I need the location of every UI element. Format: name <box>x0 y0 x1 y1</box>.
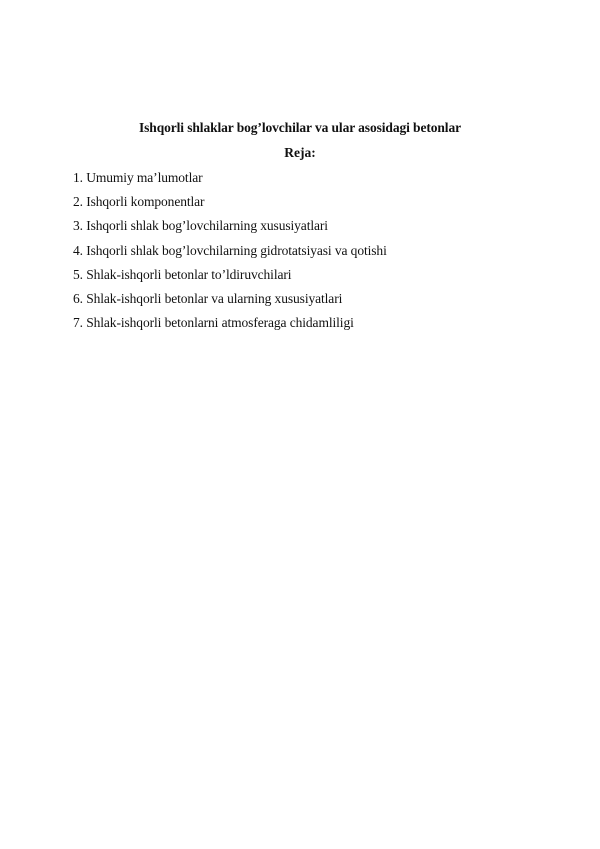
plan-heading: Reja: <box>284 145 316 160</box>
plan-item: 2. Ishqorli komponentlar <box>73 194 205 210</box>
plan-item: 5. Shlak-ishqorli betonlar to’ldiruvchilari <box>73 266 292 282</box>
document-title: Ishqorli shlaklar bog’lovchilar va ular asosidagi betonlar <box>138 120 461 135</box>
plan-item: 4. Ishqorli shlak bog’lovchilarning gidrotatsiyasi va qotishi <box>73 242 387 258</box>
plan-list <box>73 170 387 339</box>
plan-item: 6. Shlak-ishqorli betonlar va ularning xususiyatlari <box>73 290 343 306</box>
plan-item: 1. Umumiy ma’lumotlar <box>73 170 203 185</box>
plan-item: 3. Ishqorli shlak bog’lovchilarning xususiyatlari <box>73 218 328 234</box>
plan-item: 7. Shlak-ishqorli betonlarni atmosferaga chidamliligi <box>73 315 354 331</box>
